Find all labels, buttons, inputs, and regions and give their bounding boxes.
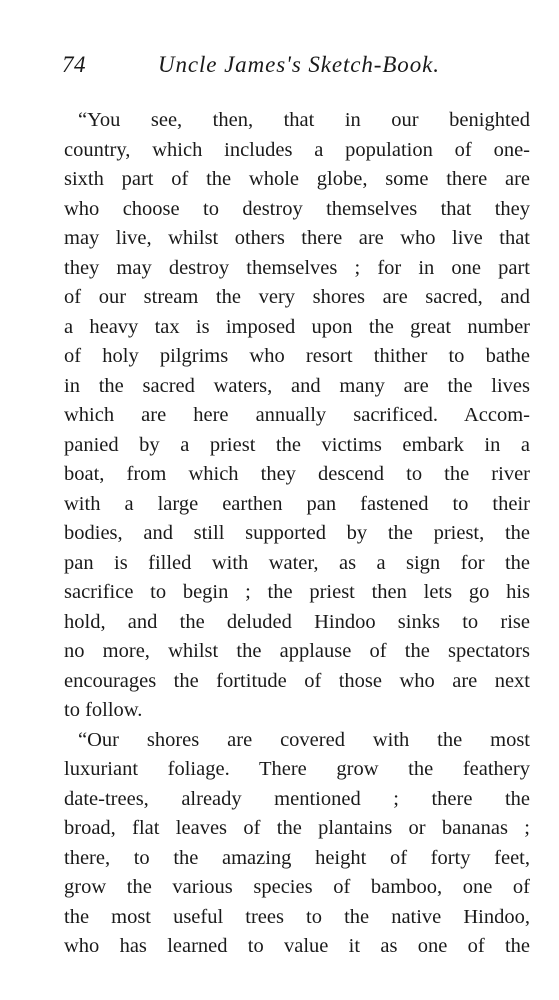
text-line: there, to the amazing height of forty feet, [64, 846, 530, 869]
text-line: a heavy tax is imposed upon the great number [64, 315, 530, 338]
text-line: who choose to destroy themselves that they [64, 197, 530, 220]
text-line: with a large earthen pan fastened to their [64, 492, 530, 515]
page-number: 74 [62, 52, 86, 77]
text-line: which are here annually sacrificed. Accom- [64, 404, 530, 426]
text-line: no more, whilst the applause of the spectators [64, 640, 530, 662]
text-line: to follow. [64, 699, 143, 721]
body-text [64, 106, 530, 962]
text-line: in the sacred waters, and many are the lives [64, 374, 530, 397]
text-line: who has learned to value it as one of the [64, 935, 530, 957]
text-line: sacrifice to begin ; the priest then lets go his [64, 581, 530, 603]
text-line: hold, and the deluded Hindoo sinks to rise [64, 610, 530, 633]
text-line: grow the various species of bamboo, one of [64, 876, 530, 898]
text-line: pan is filled with water, as a sign for the [64, 551, 530, 574]
text-line: the most useful trees to the native Hindoo, [64, 905, 530, 928]
text-line: “You see, then, that in our benighted [78, 109, 530, 131]
text-line: of holy pilgrims who resort thither to bathe [64, 345, 530, 367]
text-line: boat, from which they descend to the river [64, 463, 530, 485]
text-line: date-trees, already mentioned ; there the [64, 787, 530, 810]
running-head [0, 52, 559, 86]
text-line: bodies, and still supported by the priest, the [64, 522, 530, 544]
text-line: of our stream the very shores are sacred, and [64, 286, 530, 308]
text-line: broad, flat leaves of the plantains or bananas ; [64, 817, 530, 839]
text-line: panied by a priest the victims embark in a [64, 433, 530, 456]
text-line: luxuriant foliage. There grow the feathery [64, 758, 530, 780]
text-line: encourages the fortitude of those who are next [64, 669, 530, 692]
text-line: they may destroy themselves ; for in one part [64, 256, 530, 279]
text-line: country, which includes a population of one- [64, 138, 530, 161]
text-line: may live, whilst others there are who live that [64, 227, 530, 249]
running-title: Uncle James's Sketch-Book. [158, 52, 440, 77]
text-line: “Our shores are covered with the most [78, 728, 530, 751]
text-line: sixth part of the whole globe, some there are [64, 168, 530, 190]
